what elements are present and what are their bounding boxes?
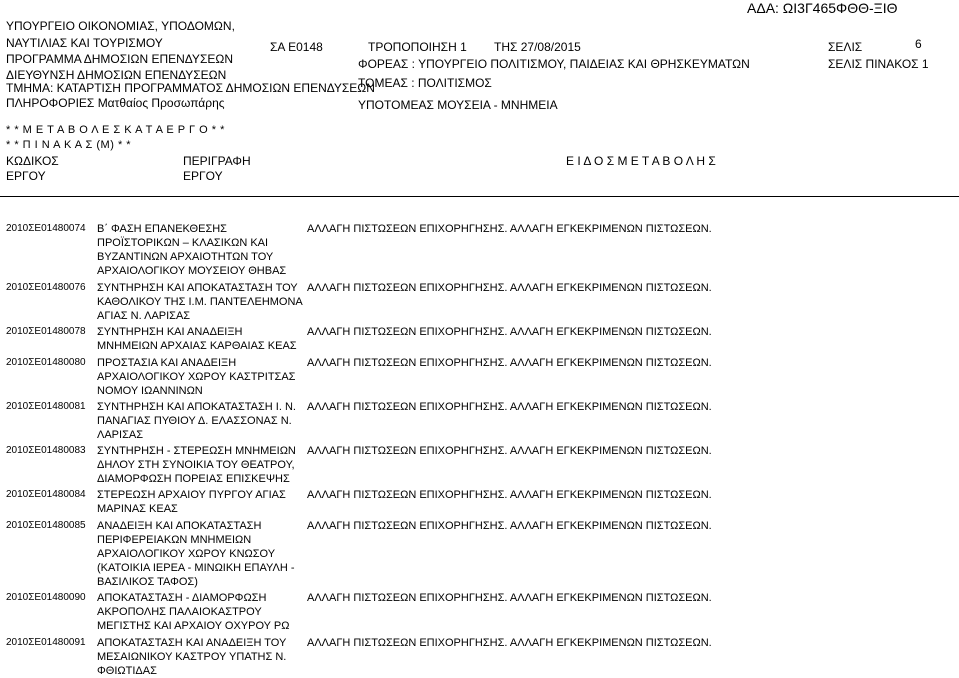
ada-stamp: ΑΔΑ: ΩΙ3Γ465ΦΘΘ-ΞΙΘ <box>747 0 898 16</box>
project-code: 2010ΣΕ01480074 <box>6 223 86 234</box>
project-code: 2010ΣΕ01480091 <box>6 637 86 648</box>
change-type: ΑΛΛΑΓΗ ΠΙΣΤΩΣΕΩΝ ΕΠΙΧΟΡΗΓΗΣΗΣ. ΑΛΛΑΓΗ ΕΓΚΕΚΡΙΜΕΝΩΝ ΠΙΣΤΩΣΕΩΝ. <box>307 357 712 369</box>
column-change-type: Ε Ι Δ Ο Σ Μ Ε Τ Α Β Ο Λ Η Σ <box>566 154 716 168</box>
project-code: 2010ΣΕ01480076 <box>6 282 86 293</box>
project-code: 2010ΣΕ01480084 <box>6 489 86 500</box>
change-type: ΑΛΛΑΓΗ ΠΙΣΤΩΣΕΩΝ ΕΠΙΧΟΡΗΓΗΣΗΣ. ΑΛΛΑΓΗ ΕΓΚΕΚΡΙΜΕΝΩΝ ΠΙΣΤΩΣΕΩΝ. <box>307 445 712 457</box>
changes-by-project-title: * * Μ Ε Τ Α Β Ο Λ Ε Σ Κ Α Τ Α Ε Ρ Γ Ο * * <box>6 124 225 136</box>
change-type: ΑΛΛΑΓΗ ΠΙΣΤΩΣΕΩΝ ΕΠΙΧΟΡΗΓΗΣΗΣ. ΑΛΛΑΓΗ ΕΓΚΕΚΡΙΜΕΝΩΝ ΠΙΣΤΩΣΕΩΝ. <box>307 223 712 235</box>
foreas-line: ΦΟΡΕΑΣ : ΥΠΟΥΡΓΕΙΟ ΠΟΛΙΤΙΣΜΟΥ, ΠΑΙΔΕΙΑΣ ΚΑΙ ΘΡΗΣΚΕΥΜΑΤΩΝ <box>358 57 750 71</box>
project-description: ΣΥΝΤΗΡΗΣΗ ΚΑΙ ΑΠΟΚΑΤΑΣΤΑΣΗ ΤΟΥ ΚΑΘΟΛΙΚΟΥ ΤΗΣ Ι.Μ. ΠΑΝΤΕΛΕΗΜΟΝΑ ΑΓΙΑΣ Ν. ΛΑΡΙΣΑΣ <box>97 282 303 322</box>
project-description: Β΄ ΦΑΣΗ ΕΠΑΝΕΚΘΕΣΗΣ ΠΡΟΪΣΤΟΡΙΚΩΝ – ΚΛΑΣΙΚΩΝ ΚΑΙ ΒΥΖΑΝΤΙΝΩΝ ΑΡΧΑΙΟΤΗΤΩΝ ΤΟΥ ΑΡΧΑΙΟΛΟΓΙΚΟΥ ΜΟΥΣΕΙΟΥ ΘΗΒΑΣ <box>97 223 287 277</box>
sa-code: ΣΑ Ε0148 <box>270 40 323 54</box>
modification-number: ΤΡΟΠΟΠΟΙΗΣΗ 1 <box>368 40 467 54</box>
project-code: 2010ΣΕ01480080 <box>6 357 86 368</box>
modification-date: ΤΗΣ 27/08/2015 <box>494 40 581 54</box>
column-code-line-1: ΚΩΔΙΚΟΣ <box>6 154 59 168</box>
change-type: ΑΛΛΑΓΗ ΠΙΣΤΩΣΕΩΝ ΕΠΙΧΟΡΗΓΗΣΗΣ. ΑΛΛΑΓΗ ΕΓΚΕΚΡΙΜΕΝΩΝ ΠΙΣΤΩΣΕΩΝ. <box>307 637 712 649</box>
change-type: ΑΛΛΑΓΗ ΠΙΣΤΩΣΕΩΝ ΕΠΙΧΟΡΗΓΗΣΗΣ. ΑΛΛΑΓΗ ΕΓΚΕΚΡΙΜΕΝΩΝ ΠΙΣΤΩΣΕΩΝ. <box>307 520 712 532</box>
project-description: ΣΥΝΤΗΡΗΣΗ - ΣΤΕΡΕΩΣΗ ΜΝΗΜΕΙΩΝ ΔΗΛΟΥ ΣΤΗ ΣΥΝΟΙΚΙΑ ΤΟΥ ΘΕΑΤΡΟΥ, ΔΙΑΜΟΡΦΩΣΗ ΠΟΡΕΙΑΣ ΕΠΙΣΚΕΨΗΣ <box>97 445 296 485</box>
project-code: 2010ΣΕ01480078 <box>6 326 86 337</box>
org-line-1: ΥΠΟΥΡΓΕΙΟ ΟΙΚΟΝΟΜΙΑΣ, ΥΠΟΔΟΜΩΝ, <box>6 19 235 33</box>
header-divider <box>0 196 959 197</box>
change-type: ΑΛΛΑΓΗ ΠΙΣΤΩΣΕΩΝ ΕΠΙΧΟΡΗΓΗΣΗΣ. ΑΛΛΑΓΗ ΕΓΚΕΚΡΙΜΕΝΩΝ ΠΙΣΤΩΣΕΩΝ. <box>307 401 712 413</box>
project-description: ΣΥΝΤΗΡΗΣΗ ΚΑΙ ΑΝΑΔΕΙΞΗ ΜΝΗΜΕΙΩΝ ΑΡΧΑΙΑΣ ΚΑΡΘΑΙΑΣ ΚΕΑΣ <box>97 326 297 352</box>
change-type: ΑΛΛΑΓΗ ΠΙΣΤΩΣΕΩΝ ΕΠΙΧΟΡΗΓΗΣΗΣ. ΑΛΛΑΓΗ ΕΓΚΕΚΡΙΜΕΝΩΝ ΠΙΣΤΩΣΕΩΝ. <box>307 592 712 604</box>
project-code: 2010ΣΕ01480085 <box>6 520 86 531</box>
project-code: 2010ΣΕ01480090 <box>6 592 86 603</box>
project-code: 2010ΣΕ01480083 <box>6 445 86 456</box>
page-label: ΣΕΛΙΣ <box>828 40 863 54</box>
project-code: 2010ΣΕ01480081 <box>6 401 86 412</box>
tomeas-line: ΤΟΜΕΑΣ : ΠΟΛΙΤΙΣΜΟΣ <box>358 76 492 90</box>
org-line-6: ΠΛΗΡΟΦΟΡΙΕΣ Ματθαίος Προσωπάρης <box>6 96 225 110</box>
column-description-line-2: ΕΡΓΟΥ <box>183 169 223 183</box>
project-description: ΣΤΕΡΕΩΣΗ ΑΡΧΑΙΟΥ ΠΥΡΓΟΥ ΑΓΙΑΣ ΜΑΡΙΝΑΣ ΚΕΑΣ <box>97 489 286 515</box>
page-number: 6 <box>915 37 922 51</box>
org-line-2: ΝΑΥΤΙΛΙΑΣ ΚΑΙ ΤΟΥΡΙΣΜΟΥ <box>6 36 163 50</box>
change-type: ΑΛΛΑΓΗ ΠΙΣΤΩΣΕΩΝ ΕΠΙΧΟΡΗΓΗΣΗΣ. ΑΛΛΑΓΗ ΕΓΚΕΚΡΙΜΕΝΩΝ ΠΙΣΤΩΣΕΩΝ. <box>307 489 712 501</box>
org-line-5: ΤΜΗΜΑ: ΚΑΤΑΡΤΙΣΗ ΠΡΟΓΡΑΜΜΑΤΟΣ ΔΗΜΟΣΙΩΝ ΕΠΕΝΔΥΣΕΩΝ <box>6 81 375 95</box>
project-description: ΑΠΟΚΑΤΑΣΤΑΣΗ - ΔΙΑΜΟΡΦΩΣΗ ΑΚΡΟΠΟΛΗΣ ΠΑΛΑΙΟΚΑΣΤΡΟΥ ΜΕΓΙΣΤΗΣ ΚΑΙ ΑΡΧΑΙΟΥ ΟΧΥΡΟΥ ΡΩ <box>97 592 290 632</box>
column-code-line-2: ΕΡΓΟΥ <box>6 169 46 183</box>
project-description: ΠΡΟΣΤΑΣΙΑ ΚΑΙ ΑΝΑΔΕΙΞΗ ΑΡΧΑΙΟΛΟΓΙΚΟΥ ΧΩΡΟΥ ΚΑΣΤΡΙΤΣΑΣ ΝΟΜΟΥ ΙΩΑΝΝΙΝΩΝ <box>97 357 296 397</box>
ypotomeas-line: ΥΠΟΤΟΜΕΑΣ ΜΟΥΣΕΙΑ - ΜΝΗΜΕΙΑ <box>358 98 558 112</box>
project-description: ΣΥΝΤΗΡΗΣΗ ΚΑΙ ΑΠΟΚΑΤΑΣΤΑΣΗ Ι. Ν. ΠΑΝΑΓΙΑΣ ΠΥΘΙΟΥ Δ. ΕΛΑΣΣΟΝΑΣ Ν. ΛΑΡΙΣΑΣ <box>97 401 296 441</box>
table-m-title: * * Π Ι Ν Α Κ Α Σ (Μ) * * <box>6 139 132 151</box>
org-line-4: ΔΙΕΥΘΥΝΣΗ ΔΗΜΟΣΙΩΝ ΕΠΕΝΔΥΣΕΩΝ <box>6 68 227 82</box>
project-description: ΑΝΑΔΕΙΞΗ ΚΑΙ ΑΠΟΚΑΤΑΣΤΑΣΗ ΠΕΡΙΦΕΡΕΙΑΚΩΝ ΜΝΗΜΕΙΩΝ ΑΡΧΑΙΟΛΟΓΙΚΟΥ ΧΩΡΟΥ ΚΝΩΣΟΥ (ΚΑΤΟΙΚΙΑ ΙΕΡΕΑ - ΜΙΝΩΙΚΗ ΕΠΑΥΛΗ - ΒΑΣΙΛΙΚΟΣ ΤΑΦΟΣ) <box>97 520 295 588</box>
change-type: ΑΛΛΑΓΗ ΠΙΣΤΩΣΕΩΝ ΕΠΙΧΟΡΗΓΗΣΗΣ. ΑΛΛΑΓΗ ΕΓΚΕΚΡΙΜΕΝΩΝ ΠΙΣΤΩΣΕΩΝ. <box>307 326 712 338</box>
project-description: ΑΠΟΚΑΤΑΣΤΑΣΗ ΚΑΙ ΑΝΑΔΕΙΞΗ ΤΟΥ ΜΕΣΑΙΩΝΙΚΟΥ ΚΑΣΤΡΟΥ ΥΠΑΤΗΣ Ν. ΦΘΙΩΤΙΔΑΣ <box>97 637 287 677</box>
org-line-3: ΠΡΟΓΡΑΜΜΑ ΔΗΜΟΣΙΩΝ ΕΠΕΝΔΥΣΕΩΝ <box>6 52 233 66</box>
column-description-line-1: ΠΕΡΙΓΡΑΦΗ <box>183 154 251 168</box>
table-page-label: ΣΕΛΙΣ ΠΙΝΑΚΟΣ 1 <box>828 57 929 71</box>
change-type: ΑΛΛΑΓΗ ΠΙΣΤΩΣΕΩΝ ΕΠΙΧΟΡΗΓΗΣΗΣ. ΑΛΛΑΓΗ ΕΓΚΕΚΡΙΜΕΝΩΝ ΠΙΣΤΩΣΕΩΝ. <box>307 282 712 294</box>
